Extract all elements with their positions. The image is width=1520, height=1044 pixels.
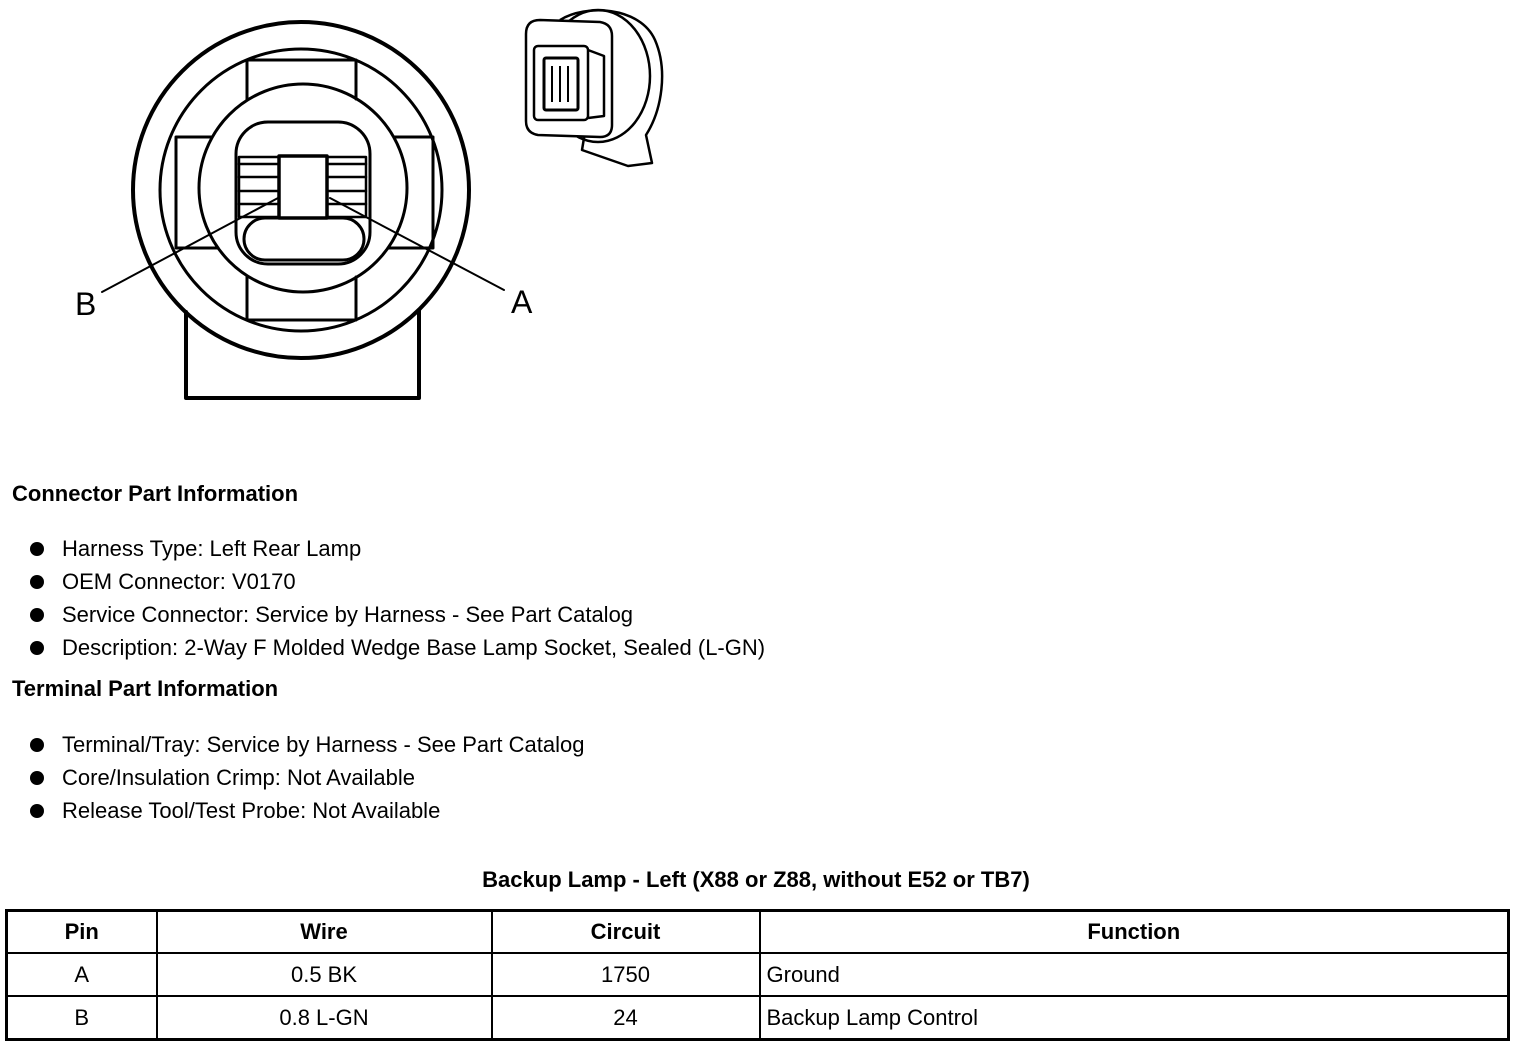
list-item-text: Harness Type: Left Rear Lamp [62, 536, 362, 561]
bullet-icon [30, 771, 44, 785]
table-header-circuit: Circuit [492, 911, 760, 954]
bullet-icon [30, 738, 44, 752]
table-header-pin: Pin [7, 911, 157, 954]
table-cell-pin: B [7, 996, 157, 1040]
bullet-icon [30, 641, 44, 655]
connector-part-info-heading: Connector Part Information [12, 481, 299, 506]
list-item [0, 532, 1200, 565]
list-item [0, 794, 1200, 827]
table-cell-wire: 0.5 BK [157, 953, 492, 996]
list-item-text: Core/Insulation Crimp: Not Available [62, 765, 415, 790]
table-cell-function: Backup Lamp Control [760, 996, 1509, 1040]
bullet-icon [30, 542, 44, 556]
housing-base-box [186, 310, 419, 398]
table-cell-circuit: 1750 [492, 953, 760, 996]
list-item-text: Terminal/Tray: Service by Harness - See Part Catalog [62, 732, 585, 757]
connector-3d-illustration [526, 10, 662, 166]
table-cell-circuit: 24 [492, 996, 760, 1040]
left-locking-tab [176, 137, 218, 248]
top-locking-tab [247, 60, 356, 100]
table-row [7, 953, 1509, 996]
terminal-part-info-list [0, 728, 1200, 827]
pin-a-terminal [327, 157, 366, 217]
table-row [7, 996, 1509, 1040]
table-header-row [7, 911, 1509, 954]
list-item-text: Service Connector: Service by Harness - See Part Catalog [62, 602, 634, 627]
connector-part-info-list [0, 532, 1200, 664]
pinout-table-caption: Backup Lamp - Left (X88 or Z88, without E52 or TB7) [482, 867, 1030, 892]
bullet-icon [30, 575, 44, 589]
list-item-text: Release Tool/Test Probe: Not Available [62, 798, 441, 823]
lower-cavity-stadium [244, 218, 364, 260]
connector-end-view-diagram [0, 0, 700, 420]
bullet-icon [30, 804, 44, 818]
list-item [0, 728, 1200, 761]
list-item [0, 761, 1200, 794]
center-terminal-divider [279, 156, 327, 218]
table-cell-function: Ground [760, 953, 1509, 996]
list-item-text: OEM Connector: V0170 [62, 569, 296, 594]
list-item [0, 565, 1200, 598]
table-header-wire: Wire [157, 911, 492, 954]
pin-a-label: A [511, 284, 533, 320]
list-item [0, 631, 1200, 664]
pinout-table [5, 909, 1510, 1041]
bullet-icon [30, 608, 44, 622]
table-header-function: Function [760, 911, 1509, 954]
pin-b-label: B [75, 286, 97, 322]
terminal-part-info-heading: Terminal Part Information [12, 676, 279, 701]
table-cell-wire: 0.8 L-GN [157, 996, 492, 1040]
list-item [0, 598, 1200, 631]
table-cell-pin: A [7, 953, 157, 996]
list-item-text: Description: 2-Way F Molded Wedge Base Lamp Socket, Sealed (L-GN) [62, 635, 766, 660]
